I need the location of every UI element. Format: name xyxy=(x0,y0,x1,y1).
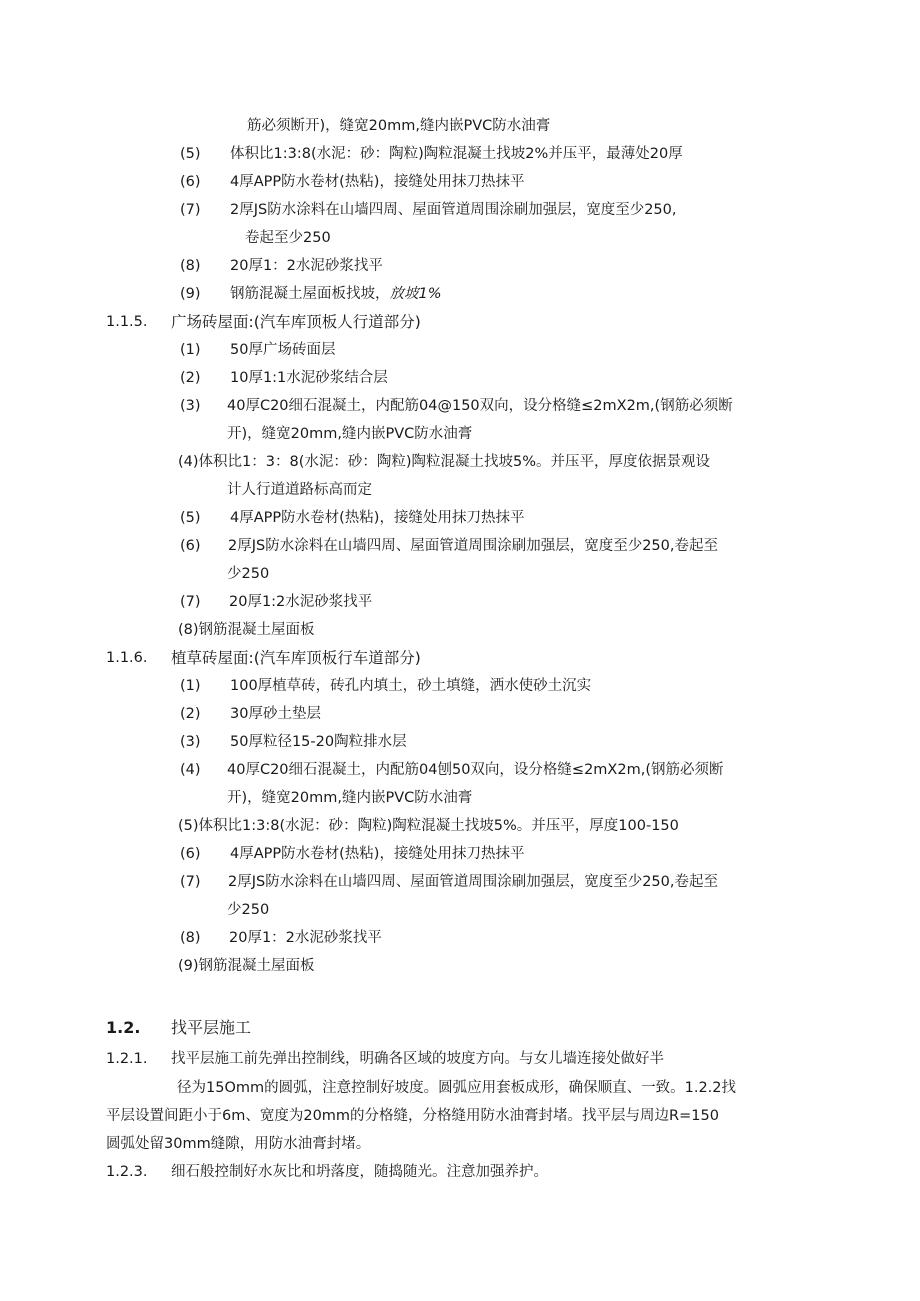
item-number: (7) xyxy=(180,594,201,610)
item-number: (4) xyxy=(180,762,201,778)
continuation-line: 计人行道道路标高而定 xyxy=(227,482,372,498)
list-item xyxy=(180,676,592,696)
item-number: (8) xyxy=(180,930,201,946)
list-item xyxy=(180,508,525,528)
paragraph-line xyxy=(106,1162,548,1182)
list-item xyxy=(180,592,373,612)
list-item xyxy=(180,200,677,220)
item-number: (6) xyxy=(180,846,201,862)
item-text: 钢筋混凝土屋面板找坡，放坡1% xyxy=(230,286,442,302)
list-item xyxy=(180,704,321,724)
list-item xyxy=(180,172,525,192)
continuation-line: 筋必须断开)，缝宽20mm,缝内嵌PVC防水油膏 xyxy=(247,118,551,134)
section-heading xyxy=(106,312,421,332)
item-number: (2) xyxy=(180,706,201,722)
item-number: (3) xyxy=(180,398,201,414)
continuation-line: 少250 xyxy=(227,566,270,582)
section-number: 1.1.6. xyxy=(106,650,148,666)
section-heading xyxy=(106,648,421,668)
paragraph-number: 1.2.1. xyxy=(106,1051,148,1067)
item-number: (6) xyxy=(180,174,201,190)
section-note: (汽车库顶板行车道部分) xyxy=(253,649,421,667)
section-number: 1.1.5. xyxy=(106,314,148,330)
item-text: 50厚粒径15-20陶粒排水层 xyxy=(230,734,407,750)
section-note: (汽车库顶板人行道部分) xyxy=(253,313,421,331)
list-item xyxy=(180,368,388,388)
list-item xyxy=(180,340,336,360)
list-item xyxy=(180,760,724,780)
section-title: 植草砖屋面:(汽车库顶板行车道部分) xyxy=(171,649,421,667)
item-text: 50厚广场砖面层 xyxy=(230,342,336,358)
item-number: (7) xyxy=(180,202,201,218)
list-item xyxy=(180,928,382,948)
continuation-line: 卷起至少250 xyxy=(245,230,331,246)
item-text: 体积比1:3:8(水泥：砂：陶粒)陶粒混凝土找坡2%并压平，最薄处20厚 xyxy=(230,146,683,162)
continuation-line: 开)，缝宽20mm,缝内嵌PVC防水油膏 xyxy=(227,790,473,806)
item-number: (5) xyxy=(180,510,201,526)
item-text: 2厚JS防水涂料在山墙四周、屋面管道周围涂刷加强层，宽度至少250, xyxy=(230,202,677,218)
section-title: 找平层施工 xyxy=(171,1018,252,1037)
item-text: 4厚APP防水卷材(热粘)，接缝处用抹刀热抹平 xyxy=(230,846,525,862)
item-text: 40厚C20细石混凝土，内配筋04刨50双向，设分格缝≤2mX2m,(钢筋必须断 xyxy=(227,762,724,778)
section-number: 1.2. xyxy=(106,1018,141,1037)
list-item: (9)钢筋混凝土屋面板 xyxy=(178,958,315,974)
paragraph-line xyxy=(106,1049,664,1069)
item-text: 20厚1:2水泥砂浆找平 xyxy=(229,594,373,610)
item-text: 40厚C20细石混凝土，内配筋04@150双向，设分格缝≤2mX2m,(钢筋必须断 xyxy=(227,398,733,414)
list-item xyxy=(180,396,733,416)
item-text: 4厚APP防水卷材(热粘)，接缝处用抹刀热抹平 xyxy=(230,174,525,190)
continuation-line: 开)，缝宽20mm,缝内嵌PVC防水油膏 xyxy=(227,426,473,442)
paragraph-text: 细石般控制好水灰比和坍落度，随捣随光。注意加强养护。 xyxy=(171,1164,548,1180)
list-item: (8)钢筋混凝土屋面板 xyxy=(178,622,315,638)
list-item xyxy=(180,732,407,752)
item-number: (9) xyxy=(180,286,201,302)
item-number: (1) xyxy=(180,678,201,694)
list-item xyxy=(180,872,718,892)
section-heading xyxy=(106,1018,252,1039)
item-text: 2厚JS防水涂料在山墙四周、屋面管道周围涂刷加强层，宽度至少250,卷起至 xyxy=(228,874,718,890)
list-item: (5)体积比1:3:8(水泥：砂：陶粒)陶粒混凝土找坡5%。并压平，厚度100-150 xyxy=(178,818,679,834)
item-number: (3) xyxy=(180,734,201,750)
item-number: (5) xyxy=(180,146,201,162)
item-number: (7) xyxy=(180,874,201,890)
item-number: (1) xyxy=(180,342,201,358)
paragraph-number: 1.2.3. xyxy=(106,1164,148,1180)
paragraph-line: 圆弧处留30mm缝隙，用防水油膏封堵。 xyxy=(106,1136,371,1152)
paragraph-line: 径为15Omm的圆弧，注意控制好坡度。圆弧应用套板成形，确保顺直、一致。1.2.2找 xyxy=(177,1080,737,1096)
list-item xyxy=(180,536,718,556)
list-item: (4)体积比1：3：8(水泥：砂：陶粒)陶粒混凝土找坡5%。并压平，厚度依据景观设 xyxy=(178,454,711,470)
item-number: (6) xyxy=(180,538,201,554)
paragraph-line: 平层设置间距小于6m、宽度为20mm的分格缝，分格缝用防水油膏封堵。找平层与周边R=150 xyxy=(106,1108,719,1124)
list-item xyxy=(180,144,683,164)
item-number: (8) xyxy=(180,258,201,274)
item-text: 4厚APP防水卷材(热粘)，接缝处用抹刀热抹平 xyxy=(230,510,525,526)
slope-note: 放坡1% xyxy=(389,286,442,302)
item-text: 2厚JS防水涂料在山墙四周、屋面管道周围涂刷加强层，宽度至少250,卷起至 xyxy=(228,538,718,554)
paragraph-text: 找平层施工前先弹出控制线，明确各区域的坡度方向。与女儿墙连接处做好半 xyxy=(171,1051,664,1067)
item-text: 30厚砂土垫层 xyxy=(230,706,321,722)
item-text: 20厚1：2水泥砂浆找平 xyxy=(230,258,383,274)
continuation-line: 少250 xyxy=(227,902,270,918)
item-text: 20厚1：2水泥砂浆找平 xyxy=(229,930,382,946)
item-number: (2) xyxy=(180,370,201,386)
list-item xyxy=(180,844,525,864)
item-text: 100厚植草砖，砖孔内填土，砂土填缝，洒水使砂土沉实 xyxy=(230,678,592,694)
list-item xyxy=(180,256,383,276)
section-title: 广场砖屋面:(汽车库顶板人行道部分) xyxy=(171,313,421,331)
list-item xyxy=(180,284,442,304)
item-text: 10厚1:1水泥砂浆结合层 xyxy=(230,370,388,386)
